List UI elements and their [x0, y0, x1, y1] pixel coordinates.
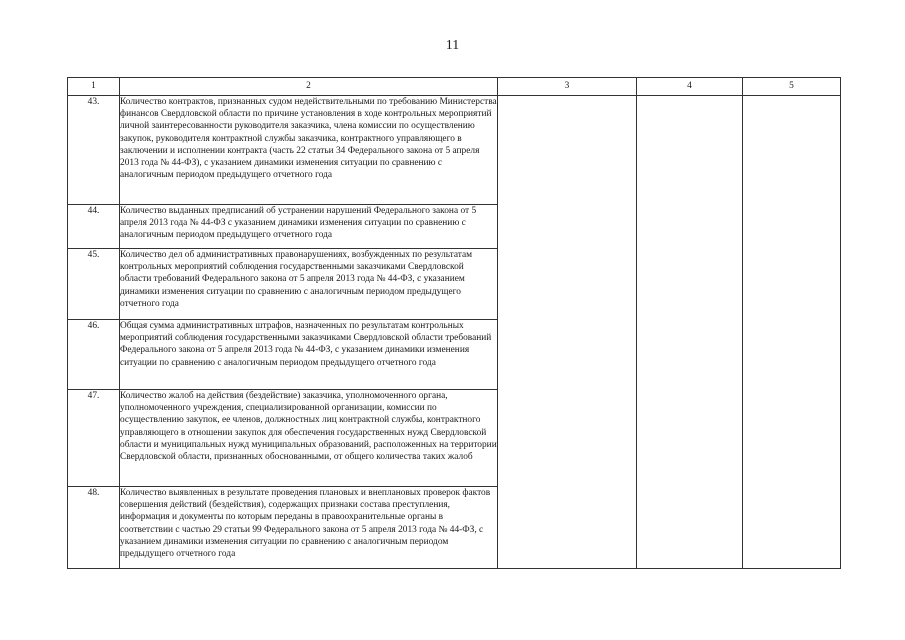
- indicator-description: Количество жалоб на действия (бездействие) заказчика, уполномоченного органа, уполномоченного учреждения, специализированной организации, комиссии по осуществлению закупок, ее членов, должностных лиц контрактной службы, контрактного управляющего в отношении закупок для обеспечения государственных нужд Свердловской области и муниципальных нужд муниципальных образований, расположенных на территории Свердловской области, признанных обоснованными, от общего количества таких жалоб: [120, 390, 498, 487]
- row-number: 48.: [68, 487, 120, 569]
- table-row: [68, 96, 841, 205]
- indicator-description: Количество выявленных в результате проведения плановых и внеплановых проверок фактов совершения действий (бездействия), содержащих признаки состава преступления, информация и документы по которым переданы в правоохранительные органы в соответствии с частью 29 статьи 99 Федерального закона от 5 апреля 2013 года № 44-ФЗ, с указанием динамики изменения ситуации по сравнению с аналогичным периодом предыдущего отчетного года: [120, 487, 498, 569]
- header-col-5: 5: [743, 78, 841, 96]
- page-number: 11: [445, 38, 460, 53]
- report-table: [67, 77, 841, 569]
- row-number: 44.: [68, 205, 120, 249]
- header-col-1: 1: [68, 78, 120, 96]
- col-3-cell: [498, 96, 637, 569]
- header-col-2: 2: [120, 78, 498, 96]
- indicator-description: Количество контрактов, признанных судом недействительными по требованию Министерства финансов Свердловской области по причине установления в ходе контрольных мероприятий личной заинтересованности руководителя заказчика, члена комиссии по осуществлению закупок, руководителя контрактной службы заказчика, контрактного управляющего в заключении и исполнении контракта (часть 22 статьи 34 Федерального закона от 5 апреля 2013 года № 44-ФЗ), с указанием динамики изменения ситуации по сравнению с аналогичным периодом предыдущего отчетного года: [120, 96, 498, 205]
- header-row: [68, 78, 841, 96]
- row-number: 46.: [68, 320, 120, 390]
- row-number: 43.: [68, 96, 120, 205]
- indicator-description: Общая сумма административных штрафов, назначенных по результатам контрольных мероприятий соблюдения государственными заказчиками Свердловской области требований Федерального закона от 5 апреля 2013 года № 44-ФЗ, с указанием динамики изменения ситуации по сравнению с аналогичным периодом предыдущего отчетного года: [120, 320, 498, 390]
- indicator-description: Количество дел об административных правонарушениях, возбужденных по результатам контрольных мероприятий соблюдения государственными заказчиками Свердловской области требований Федерального закона от 5 апреля 2013 года № 44-ФЗ, с указанием динамики изменения ситуации по сравнению с аналогичным периодом предыдущего отчетного года: [120, 249, 498, 320]
- indicator-description: Количество выданных предписаний об устранении нарушений Федерального закона от 5 апреля 2013 года № 44-ФЗ с указанием динамики изменения ситуации по сравнению с аналогичным периодом предыдущего отчетного года: [120, 205, 498, 249]
- row-number: 45.: [68, 249, 120, 320]
- header-col-3: 3: [498, 78, 637, 96]
- header-col-4: 4: [637, 78, 743, 96]
- row-number: 47.: [68, 390, 120, 487]
- col-5-cell: [743, 96, 841, 569]
- col-4-cell: [637, 96, 743, 569]
